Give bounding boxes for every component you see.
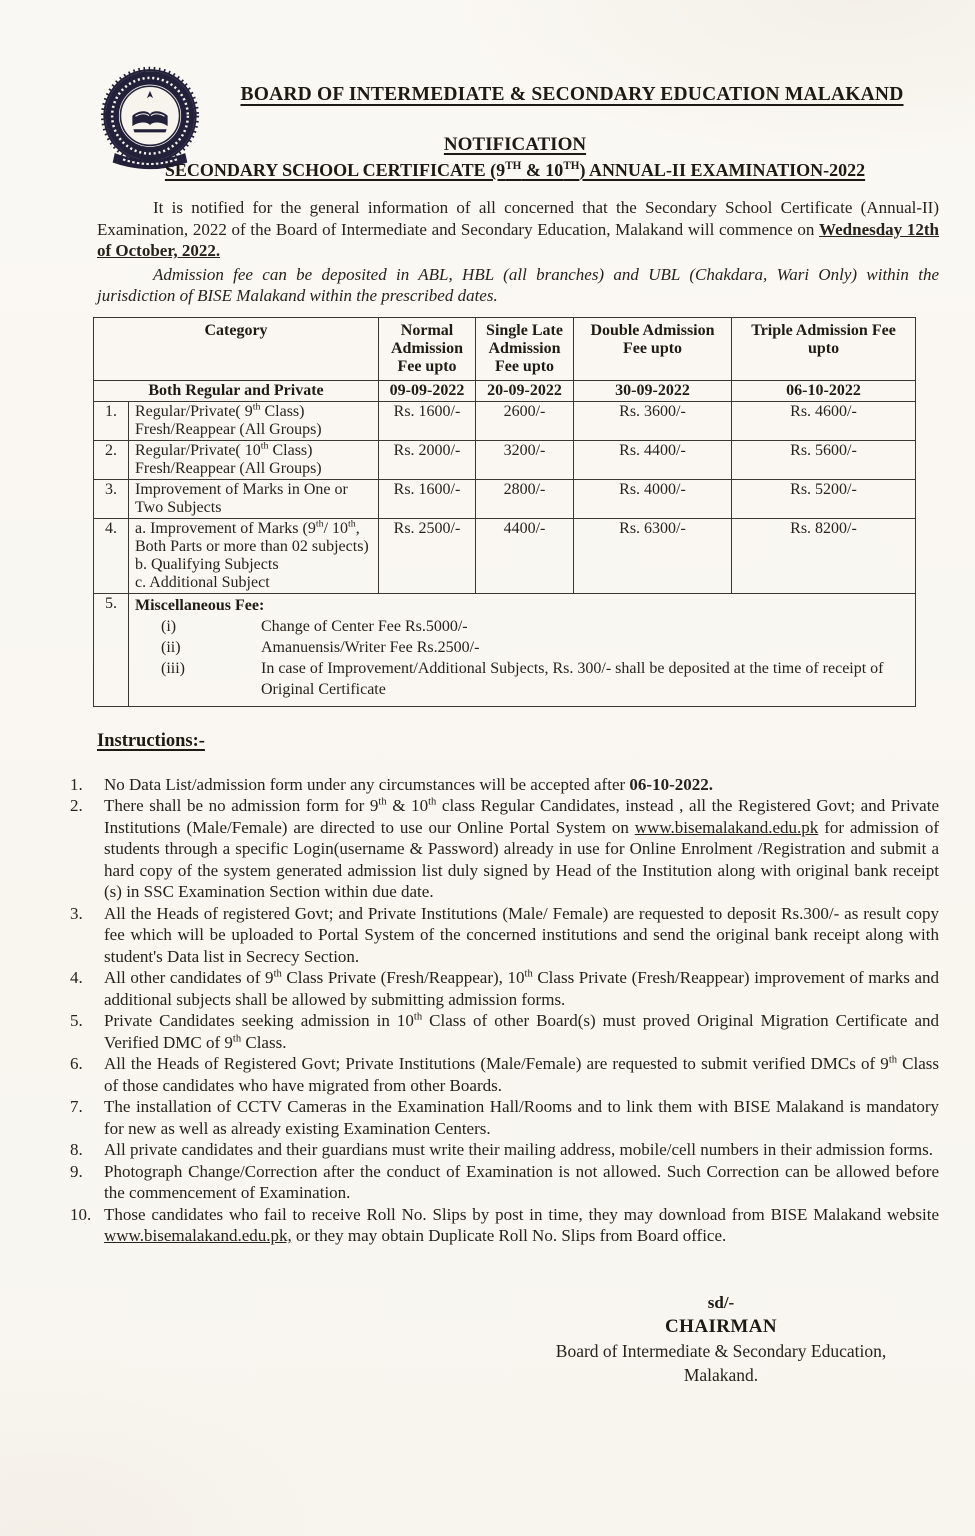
row-number: 2. <box>94 440 129 479</box>
fee-table-row <box>94 440 916 479</box>
date-normal: 09-09-2022 <box>379 380 476 401</box>
instruction-text: No Data List/admission form under any circumstances will be accepted after 06-10-2022. <box>104 774 713 794</box>
col-header-double: Double Admission Fee upto <box>574 317 732 380</box>
instruction-text: Private Candidates seeking admission in 10th Class of other Board(s) must proved Original Migration Certificate and Verified DMC of 9th Class. <box>104 1011 939 1052</box>
fee-triple: Rs. 4600/- <box>732 401 916 440</box>
board-title: BOARD OF INTERMEDIATE & SECONDARY EDUCATION MALAKAND <box>240 84 904 105</box>
instruction-item: 4. All other candidates of 9th Class Private (Fresh/Reappear), 10th Class Private (Fresh/Reappear) improvement of marks and additional subjects shall be allowed by submitting admission forms. <box>70 968 939 1009</box>
instruction-text: All the Heads of registered Govt; and Private Institutions (Male/ Female) are requested to deposit Rs.300/- as result copy fee which will be uploaded to Portal System of the concerned institutions and send the original bank receipt along with student's Data list in Secrecy Section. <box>104 903 939 966</box>
fee-table-header-row <box>94 317 916 380</box>
fee-table <box>93 317 916 707</box>
subheader-label: Both Regular and Private <box>94 380 379 401</box>
instruction-text: Those candidates who fail to receive Roll No. Slips by post in time, they may download from BISE Malakand website www.bisemalakand.edu.pk, or they may obtain Duplicate Roll No. Slips from Board office. <box>104 1204 939 1245</box>
col-header-single-late: Single Late Admission Fee upto <box>476 317 574 380</box>
fee-single-late: 4400/- <box>476 518 574 593</box>
date-single-late: 20-09-2022 <box>476 380 574 401</box>
fee-double: Rs. 6300/- <box>574 518 732 593</box>
fee-single-late: 2800/- <box>476 479 574 518</box>
misc-fee-item: (iii) In case of Improvement/Additional Subjects, Rs. 300/- shall be deposited at the time of receipt of Original Certificate <box>161 659 884 698</box>
instruction-item: 5. Private Candidates seeking admission in 10th Class of other Board(s) must proved Original Migration Certificate and Verified DMC of 9th Class. <box>70 1011 939 1052</box>
instruction-text: All the Heads of Registered Govt; Private Institutions (Male/Female) are requested to submit verified DMCs of 9th Class of those candidates who have migrated from other Boards. <box>104 1054 939 1095</box>
instruction-text: The installation of CCTV Cameras in the Examination Hall/Rooms and to link them with BISE Malakand is mandatory for new as well as already existing Examination Centers. <box>104 1097 939 1138</box>
signature-sd: sd/- <box>707 1292 735 1312</box>
misc-fee-title: Miscellaneous Fee: <box>135 596 265 614</box>
instruction-item: 2. There shall be no admission form for 9th & 10th class Regular Candidates, instead , all the Registered Govt; and Private Institutions (Male/Female) are directed to use our Online Portal System on www.bisemalakand.edu.pk for admission of students through a specific Login(username & Password) already in use for Online Enrolment /Registration and submit a hard copy of the system generated admission list duly signed by Head of the Institution along with original bank receipt (s) in SSC Examination Section within due date. <box>70 796 939 901</box>
intro-paragraph: It is notified for the general information of all concerned that the Secondary School Certificate (Annual-II) Examination, 2022 of the Board of Intermediate and Secondary Education, Malakand will commence on Wednesday 12th of October, 2022. <box>97 198 940 260</box>
fee-table-row <box>94 479 916 518</box>
fee-double: Rs. 3600/- <box>574 401 732 440</box>
col-header-normal: Normal Admission Fee upto <box>379 317 476 380</box>
fee-normal: Rs. 1600/- <box>379 479 476 518</box>
row-number: 1. <box>94 401 129 440</box>
signature-title: CHAIRMAN <box>665 1315 777 1337</box>
row-number: 3. <box>94 479 129 518</box>
fee-table-dates-row <box>94 380 916 401</box>
fee-double: Rs. 4400/- <box>574 440 732 479</box>
date-double: 30-09-2022 <box>574 380 732 401</box>
row-category: a. Improvement of Marks (9th/ 10th, Both Parts or more than 02 subjects) b. Qualifying Subjects c. Additional Subject <box>129 518 379 593</box>
fee-triple: Rs. 5200/- <box>732 479 916 518</box>
fee-deposit-note: Admission fee can be deposited in ABL, HBL (all branches) and UBL (Chakdara, Wari Only) within the jurisdiction of BISE Malakand within the prescribed dates. <box>97 264 939 305</box>
fee-normal: Rs. 2000/- <box>379 440 476 479</box>
fee-triple: Rs. 5600/- <box>732 440 916 479</box>
row-number: 5. <box>94 593 129 706</box>
fee-table-row <box>94 518 916 593</box>
document-body <box>70 197 940 1387</box>
instructions-heading: Instructions:- <box>97 730 205 751</box>
instruction-item: 1. No Data List/admission form under any circumstances will be accepted after 06-10-2022. <box>70 774 939 796</box>
fee-table-row <box>94 401 916 440</box>
signature-block <box>547 1291 895 1387</box>
misc-fee-item: (ii) Amanuensis/Writer Fee Rs.2500/- <box>161 638 480 656</box>
misc-fee-item: (i) Change of Center Fee Rs.5000/- <box>161 617 468 635</box>
instruction-item: 3. All the Heads of registered Govt; and Private Institutions (Male/ Female) are requested to deposit Rs.300/- as result copy fee which will be uploaded to Portal System of the concerned institutions and send the original bank receipt along with student's Data list in Secrecy Section. <box>70 903 939 966</box>
fee-single-late: 3200/- <box>476 440 574 479</box>
instruction-text: All private candidates and their guardians must write their mailing address, mobile/cell numbers in their admission forms. <box>104 1140 934 1159</box>
notification-heading: NOTIFICATION <box>443 134 587 155</box>
signature-place: Malakand. <box>683 1364 759 1385</box>
fee-single-late: 2600/- <box>476 401 574 440</box>
col-header-triple: Triple Admission Fee upto <box>732 317 916 380</box>
instruction-item: 8. All private candidates and their guardians must write their mailing address, mobile/cell numbers in their admission forms. <box>70 1139 939 1161</box>
fee-normal: Rs. 1600/- <box>379 401 476 440</box>
fee-triple: Rs. 8200/- <box>732 518 916 593</box>
misc-fee-content <box>129 593 916 706</box>
row-category: Regular/Private( 9th Class) Fresh/Reappear (All Groups) <box>129 401 379 440</box>
instruction-item: 7. The installation of CCTV Cameras in the Examination Hall/Rooms and to link them with BISE Malakand is mandatory for new as well as already existing Examination Centers. <box>70 1097 939 1138</box>
instruction-text: Photograph Change/Correction after the conduct of Examination is not allowed. Such Correction can be allowed before the commencement of Examination. <box>104 1161 939 1202</box>
fee-normal: Rs. 2500/- <box>379 518 476 593</box>
row-category: Regular/Private( 10th Class) Fresh/Reappear (All Groups) <box>129 440 379 479</box>
fee-double: Rs. 4000/- <box>574 479 732 518</box>
row-category: Improvement of Marks in One or Two Subjects <box>129 479 379 518</box>
exam-subtitle: SECONDARY SCHOOL CERTIFICATE (9TH & 10TH) ANNUAL-II EXAMINATION-2022 <box>164 160 866 180</box>
instruction-text: There shall be no admission form for 9th & 10th class Regular Candidates, instead , all the Registered Govt; and Private Institutions (Male/Female) are directed to use our Online Portal System on www.bisemalakand.edu.pk for admission of students through a specific Login(username & Password) already in use for Online Enrolment /Registration and submit a hard copy of the system generated admission list duly signed by Head of the Institution along with original bank receipt (s) in SSC Examination Section within due date. <box>104 796 939 901</box>
instruction-text: All other candidates of 9th Class Private (Fresh/Reappear), 10th Class Private (Fresh/Reappear) improvement of marks and additional subjects shall be allowed by submitting admission forms. <box>104 968 939 1009</box>
date-triple: 06-10-2022 <box>732 380 916 401</box>
misc-fee-row <box>94 593 916 706</box>
col-header-category: Category <box>94 317 379 380</box>
instruction-item: 9. Photograph Change/Correction after the conduct of Examination is not allowed. Such Correction can be allowed before the commencement of Examination. <box>70 1161 939 1202</box>
instructions-list <box>70 774 939 1247</box>
instruction-item: 6. All the Heads of Registered Govt; Private Institutions (Male/Female) are requested to submit verified DMCs of 9th Class of those candidates who have migrated from other Boards. <box>70 1054 939 1095</box>
row-number: 4. <box>94 518 129 593</box>
instruction-item: 10. Those candidates who fail to receive Roll No. Slips by post in time, they may download from BISE Malakand website www.bisemalakand.edu.pk, or they may obtain Duplicate Roll No. Slips from Board office. <box>70 1204 939 1245</box>
signature-org: Board of Intermediate & Secondary Education, <box>555 1340 887 1361</box>
